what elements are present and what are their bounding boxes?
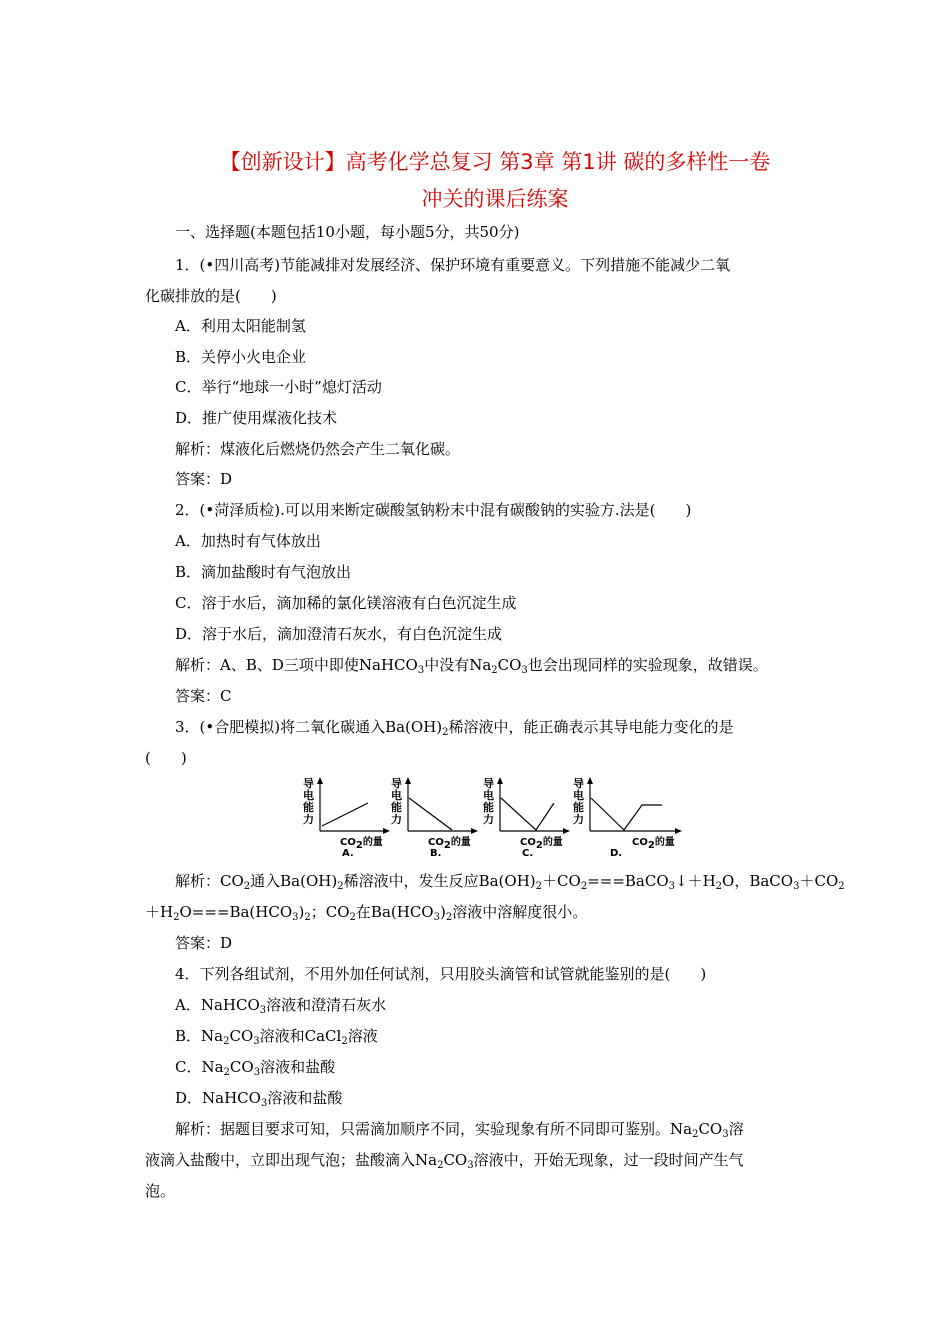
graph-b-xlabel: $CO_2$的量 — [428, 837, 471, 851]
graph-a-ylabel: 导电能力 — [303, 777, 314, 826]
question-1-analysis: 解析：煤液化后燃烧仍然会产生二氧化碳。 — [175, 440, 461, 458]
question-2-stem: 2．(•菏泽质检).可以用来断定碳酸氢钠粉末中混有碳酸钠的实验方.法是( ) — [175, 501, 692, 519]
graph-d-xlabel: $CO_2$的量 — [632, 837, 675, 851]
question-1-option-c: C．举行“地球一小时”熄灯活动 — [175, 378, 382, 396]
graph-d-label: D. — [610, 848, 623, 859]
question-2-analysis: 解析：A、B、D三项中即使NaHCO$_3$中没有$Na_2CO_3$也会出现同样的实验现象，故错误。 — [175, 656, 768, 676]
graph-a-label: A. — [342, 848, 354, 859]
question-1-stem: 1．(•四川高考)节能减排对发展经济、保护环境有重要意义。下列措施不能减少二氧 — [175, 256, 731, 274]
question-3-figures — [300, 776, 690, 866]
question-3-stem: 3．(•合肥模拟)将二氧化碳通入$Ba(OH)_2$稀溶液中，能正确表示其导电能力变化的是 — [175, 718, 734, 738]
question-4-option-d: D．NaHCO$_3$溶液和盐酸 — [175, 1089, 343, 1109]
graph-d — [570, 776, 675, 864]
question-2-option-c: C．溶于水后，滴加稀的氯化镁溶液有白色沉淀生成 — [175, 594, 517, 612]
question-1-option-b: B．关停小火电企业 — [175, 348, 307, 366]
graph-a-xlabel: $CO_2$的量 — [340, 837, 383, 851]
question-2-answer: 答案：C — [175, 687, 232, 705]
question-4-analysis: 解析：据题目要求可知，只需滴加顺序不同，实验现象有所不同即可鉴别。$Na_2CO_3$溶 — [175, 1120, 744, 1140]
graph-b — [388, 776, 480, 864]
graph-c-label: C. — [522, 848, 534, 859]
question-4-analysis-end: 泡。 — [145, 1182, 176, 1200]
question-4-analysis-cont: 液滴入盐酸中，立即出现气泡；盐酸滴入$Na_2CO_3$溶液中，开始无现象，过一段时间产生气 — [145, 1151, 744, 1171]
question-4-option-b: B．$Na_2CO_3$溶液和CaCl$_2$溶液 — [175, 1027, 378, 1047]
document-title-line1: 【创新设计】高考化学总复习 第3章 第1讲 碳的多样性一卷 — [219, 150, 771, 174]
question-3-answer: 答案：D — [175, 934, 233, 952]
question-4-stem: 4．下列各组试剂，不用外加任何试剂，只用胶头滴管和试管就能鉴别的是( ) — [175, 965, 707, 983]
graph-c — [480, 776, 572, 864]
section-heading: 一、选择题(本题包括10小题，每小题5分，共50分) — [175, 223, 520, 241]
question-4-option-a: A．NaHCO$_3$溶液和澄清石灰水 — [175, 996, 387, 1016]
question-1-answer: 答案：D — [175, 470, 233, 488]
graph-c-xlabel: $CO_2$的量 — [520, 837, 563, 851]
question-3-stem-cont: ( ) — [145, 749, 187, 767]
question-4-option-c: C．$Na_2CO_3$溶液和盐酸 — [175, 1058, 336, 1078]
graph-c-ylabel: 导电能力 — [483, 777, 494, 826]
question-1-stem-cont: 化碳排放的是( ) — [145, 287, 277, 305]
graph-a — [300, 776, 392, 864]
question-2-option-a: A．加热时有气体放出 — [175, 532, 321, 550]
question-2-option-b: B．滴加盐酸时有气泡放出 — [175, 563, 352, 581]
graph-b-ylabel: 导电能力 — [391, 777, 402, 826]
question-3-analysis: 解析：$CO_2$通入$Ba(OH)_2$稀溶液中，发生反应$Ba(OH)_2+CO_2===BaCO_3↓+H_2O$，$BaCO_3+CO_2$ — [175, 872, 845, 892]
graph-d-ylabel: 导电能力 — [573, 777, 584, 826]
document-title-line2: 冲关的课后练案 — [421, 187, 569, 211]
question-3-analysis-cont: $+H_2O===Ba(HCO_3)_2$；$CO_2$在$Ba(HCO_3)_2$溶液中溶解度很小。 — [145, 903, 588, 923]
question-1-option-d: D．推广使用煤液化技术 — [175, 409, 338, 427]
question-2-option-d: D．溶于水后，滴加澄清石灰水，有白色沉淀生成 — [175, 625, 503, 643]
graph-b-label: B. — [430, 848, 442, 859]
question-1-option-a: A．利用太阳能制氢 — [175, 317, 306, 335]
